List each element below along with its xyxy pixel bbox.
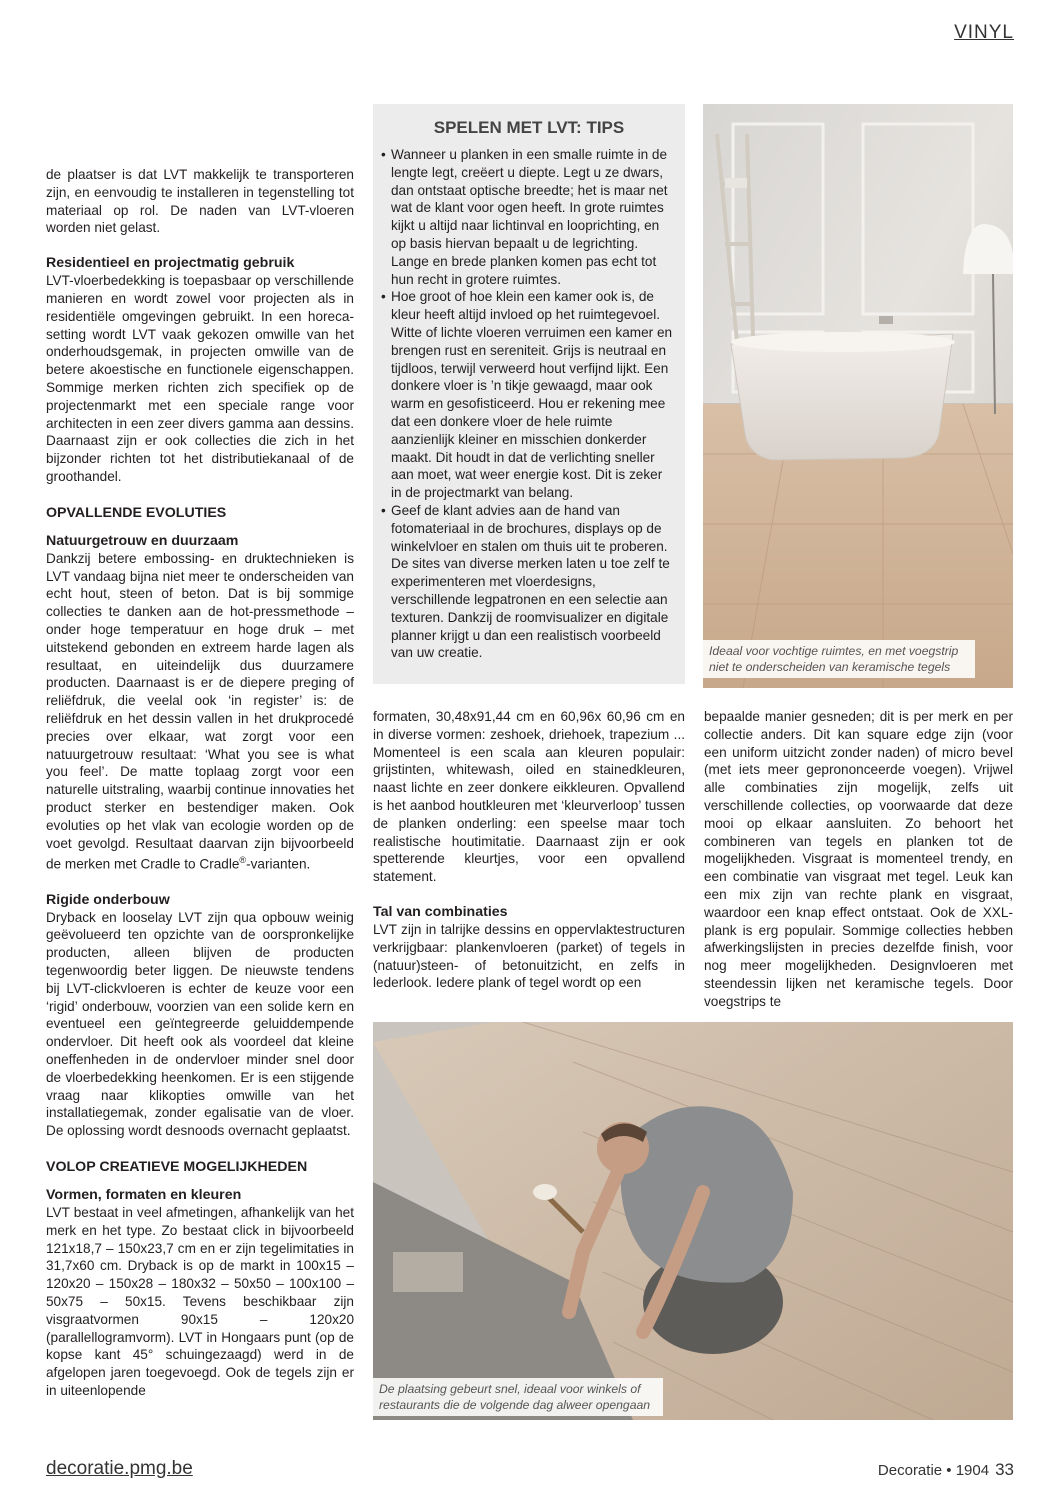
- natuurgetrouw-paragraph: [46, 550, 354, 874]
- tips-list: [373, 146, 685, 662]
- middle-column: [373, 708, 685, 992]
- heading-combinaties: Tal van combinaties: [373, 903, 508, 920]
- combinaties-paragraph: LVT zijn in talrijke dessins en oppervlaktestructuren verkrijgbaar: plankenvloeren (parket) of tegels in (natuur)steen- of betonuitzicht, en zelfs in lederlook. Iedere plank of tegel wordt op een: [373, 921, 685, 991]
- natuurgetrouw-text: Dankzij betere embossing- en druktechnieken is LVT vandaag bijna niet meer te onderscheiden van echt hout, steen of beton. Dat is bij sommige collecties te danken aan de hot-pressmethode – onder hoge temperatuur en hoge druk – met uitstekend gebonden en extreem harde lagen als resultaat, en uiteindelijk dus duurzamere producten. Daarnaast is er de diepere preging of reliëfdruk, die veelal ook ‘in register’ is: de reliëfdruk en het dessin vallen in het drukprocedé precies over elkaar, wat zorgt voor een natuurgetrouw resultaat: ‘What you see is what you feel’. De matte toplaag zorgt voor een naturelle uitstraling, waarbij continue innovaties het product sterker en bestendiger maken. Ook evoluties op het vlak van ecologie worden op de voet gevolgd. Resultaat daarvan zijn bijvoorbeeld de merken met Cradle to Cradle: [46, 550, 354, 872]
- formaten-paragraph: formaten, 30,48x91,44 cm en 60,96x 60,96 cm en in diverse vormen: zeshoek, driehoek, trapezium ... Momenteel is een scala aan kleuren populair: grijstinten, whitewash, oiled en stainedkleuren, naast lichte en zeer donkere eikkleuren. Opvallend is het aanbod houtkleuren met ‘kleurverloop’ tussen de planken onderling: een speelse maar toch realistische houtimitatie. Daarnaast zijn er ook spetterende kleurtjes, voor een opvallend statement.: [373, 709, 685, 885]
- right-column: [704, 708, 1013, 1011]
- rigide-paragraph: Dryback en looselay LVT zijn qua opbouw weinig geëvolueerd ten opzichte van de oorspronkelijke producten, alleen blijven de producten tegenwoordig beter liggen. De nieuwste tendens bij LVT-clickvloeren is echter de keuze voor een ‘rigid’ onderbouw, voorzien van een solide kern en eventueel een geïntegreerde geluiddempende ondervloer. Dit heeft ook als voordeel dat kleine oneffenheden in de ondervloer minder snel door de vloerbedekking heenkomen. Er is een stijgende vraag naar klikopties omwille van het installatiegemak, zonder egalisatie van de vloer. De oplossing wordt desnoods overnacht geplaatst.: [46, 909, 354, 1139]
- page-number: 33: [995, 1460, 1014, 1479]
- bathroom-photo: [703, 104, 1013, 688]
- tip-item: • Geef de klant advies aan de hand van fotomateriaal in de brochures, displays op de winkelvloer en stalen om thuis uit te proberen. De sites van diverse merken laten u toe zelf te experimenteren met vloerdesigns, verschillende legpatronen en een selectie aan texturen. Dankzij de roomvisualizer en digitale planner krijgt u dan een realistisch voorbeeld van uw creatie.: [381, 502, 675, 662]
- tip-item: • Hoe groot of hoe klein een kamer ook is, de kleur heeft altijd invloed op het ruimtegevoel. Witte of lichte vloeren verruimen een kamer en brengen rust en sereniteit. Grijs is neutraal en tijdloos, terwijl verweerd hout verfijnd lijkt. Een donkere vloer is ’n tikje gewaagd, maar ook warm en gesofisticeerd. Hou er rekening mee dat een donkere vloer de hele ruimte aanzienlijk kleiner en misschien donkerder maakt. Dit houdt in dat de verlichting sneller aan moet, wat weer energie kost. Dit is zeker in de projectmarkt van belang.: [381, 288, 675, 502]
- website-link[interactable]: decoratie.pmg.be: [46, 1458, 193, 1479]
- floor-photo: [373, 1022, 1013, 1420]
- floor-caption: De plaatsing gebeurt snel, ideaal voor winkels of restaurants die de volgende dag alweer opengaan: [373, 1378, 663, 1416]
- intro-paragraph: de plaatser is dat LVT makkelijk te transporteren zijn, en eenvoudig te installeren in tegenstelling tot materiaal op rol. De naden van LVT-vloeren worden niet gelast.: [46, 167, 354, 236]
- page-footer: [878, 1460, 1014, 1480]
- natuurgetrouw-text-end: -varianten.: [246, 856, 311, 872]
- heading-evoluties: OPVALLENDE EVOLUTIES: [46, 504, 227, 521]
- heading-rigide: Rigide onderbouw: [46, 891, 170, 908]
- bathroom-caption: Ideaal voor vochtige ruimtes, en met voegstrip niet te onderscheiden van keramische tegels: [703, 640, 975, 678]
- right-paragraph: bepaalde manier gesneden; dit is per merk en per collectie anders. Dit kan square edge zijn (voor een uniform uitzicht zonder naden) of micro bevel (met iets meer geprononceerde voegen). Vrijwel alle combinaties zijn mogelijk, zelfs uit verschillende collecties, op voorwaarde dat deze mooi op elkaar aansluiten. Zo behoort het combineren van tegels en planken tot de mogelijkheden. Visgraat is momenteel trendy, en een combinatie van visgraat met tegel. Leuk kan een mix zijn van rechte plank en visgraat, waardoor een knap effect ontstaat. Ook de XXL-plank is erg populair. Sommige collecties hebben afwerkingslijsten in precies dezelfde finish, voor nog meer mogelijkheden. Designvloeren met steendessin lijken net keramische tegels. Door voegstrips te: [704, 709, 1013, 1009]
- issue-label: Decoratie • 1904: [877, 1462, 990, 1479]
- residential-paragraph: LVT-vloerbedekking is toepasbaar op verschillende manieren en wordt zowel voor projecten als in residentiële omgevingen gebruikt. In een horeca-setting wordt LVT vaak gekozen omwille van het onderhoudsgemak, in projecten omwille van de betere akoestische en functionele eigenschappen. Sommige merken richten zich specifiek op de projectenmarkt met een speciale range voor architecten in een zeer divers gamma aan dessins. Daarnaast zijn er ook collecties die zich in het bijzonder richten tot het distributiekanaal of de groothandel.: [46, 273, 354, 484]
- section-label: VINYL: [954, 22, 1014, 43]
- heading-residential: Residentieel en projectmatig gebruik: [46, 255, 295, 272]
- bathroom-image: [703, 104, 1013, 688]
- left-column: [46, 166, 354, 1400]
- heading-vormen: Vormen, formaten en kleuren: [46, 1186, 242, 1203]
- vormen-paragraph: LVT bestaat in veel afmetingen, afhankelijk van het merk en het type. Zo bestaat click in bijvoorbeeld 121x18,7 – 150x23,7 cm en er zijn tegelimitaties in 31,7x60 cm. Dryback is op de markt in 100x15 – 120x20 – 150x28 – 180x32 – 50x50 – 100x100 – 50x75 – 50x15. Tevens beschikbaar zijn visgraatvormen 90x15 – 120x20 (parallellogramvorm). LVT in Hongaars punt (op de kopse kant 45° schuingezaagd) werd in de afgelopen jaren toegevoegd. Ook de tegels zijn er in uiteenlopende: [46, 1204, 354, 1398]
- tip-item: • Wanneer u planken in een smalle ruimte in de lengte legt, creëert u diepte. Legt u ze dwars, dan ontstaat optische breedte; het is maar net wat de klant voor ogen heeft. In grote ruimtes kijkt u altijd naar lichtinval en looprichting, en op basis hiervan bepaalt u de legrichting. Lange en brede planken komen pas echt tot hun recht in grotere ruimtes.: [381, 146, 675, 288]
- tips-box: [373, 104, 685, 684]
- floor-image: [373, 1022, 1013, 1420]
- registered-mark: ®: [239, 855, 247, 866]
- heading-creatief: VOLOP CREATIEVE MOGELIJKHEDEN: [46, 1158, 308, 1175]
- tips-title: SPELEN MET LVT: TIPS: [433, 118, 625, 137]
- heading-natuurgetrouw: Natuurgetrouw en duurzaam: [46, 532, 239, 549]
